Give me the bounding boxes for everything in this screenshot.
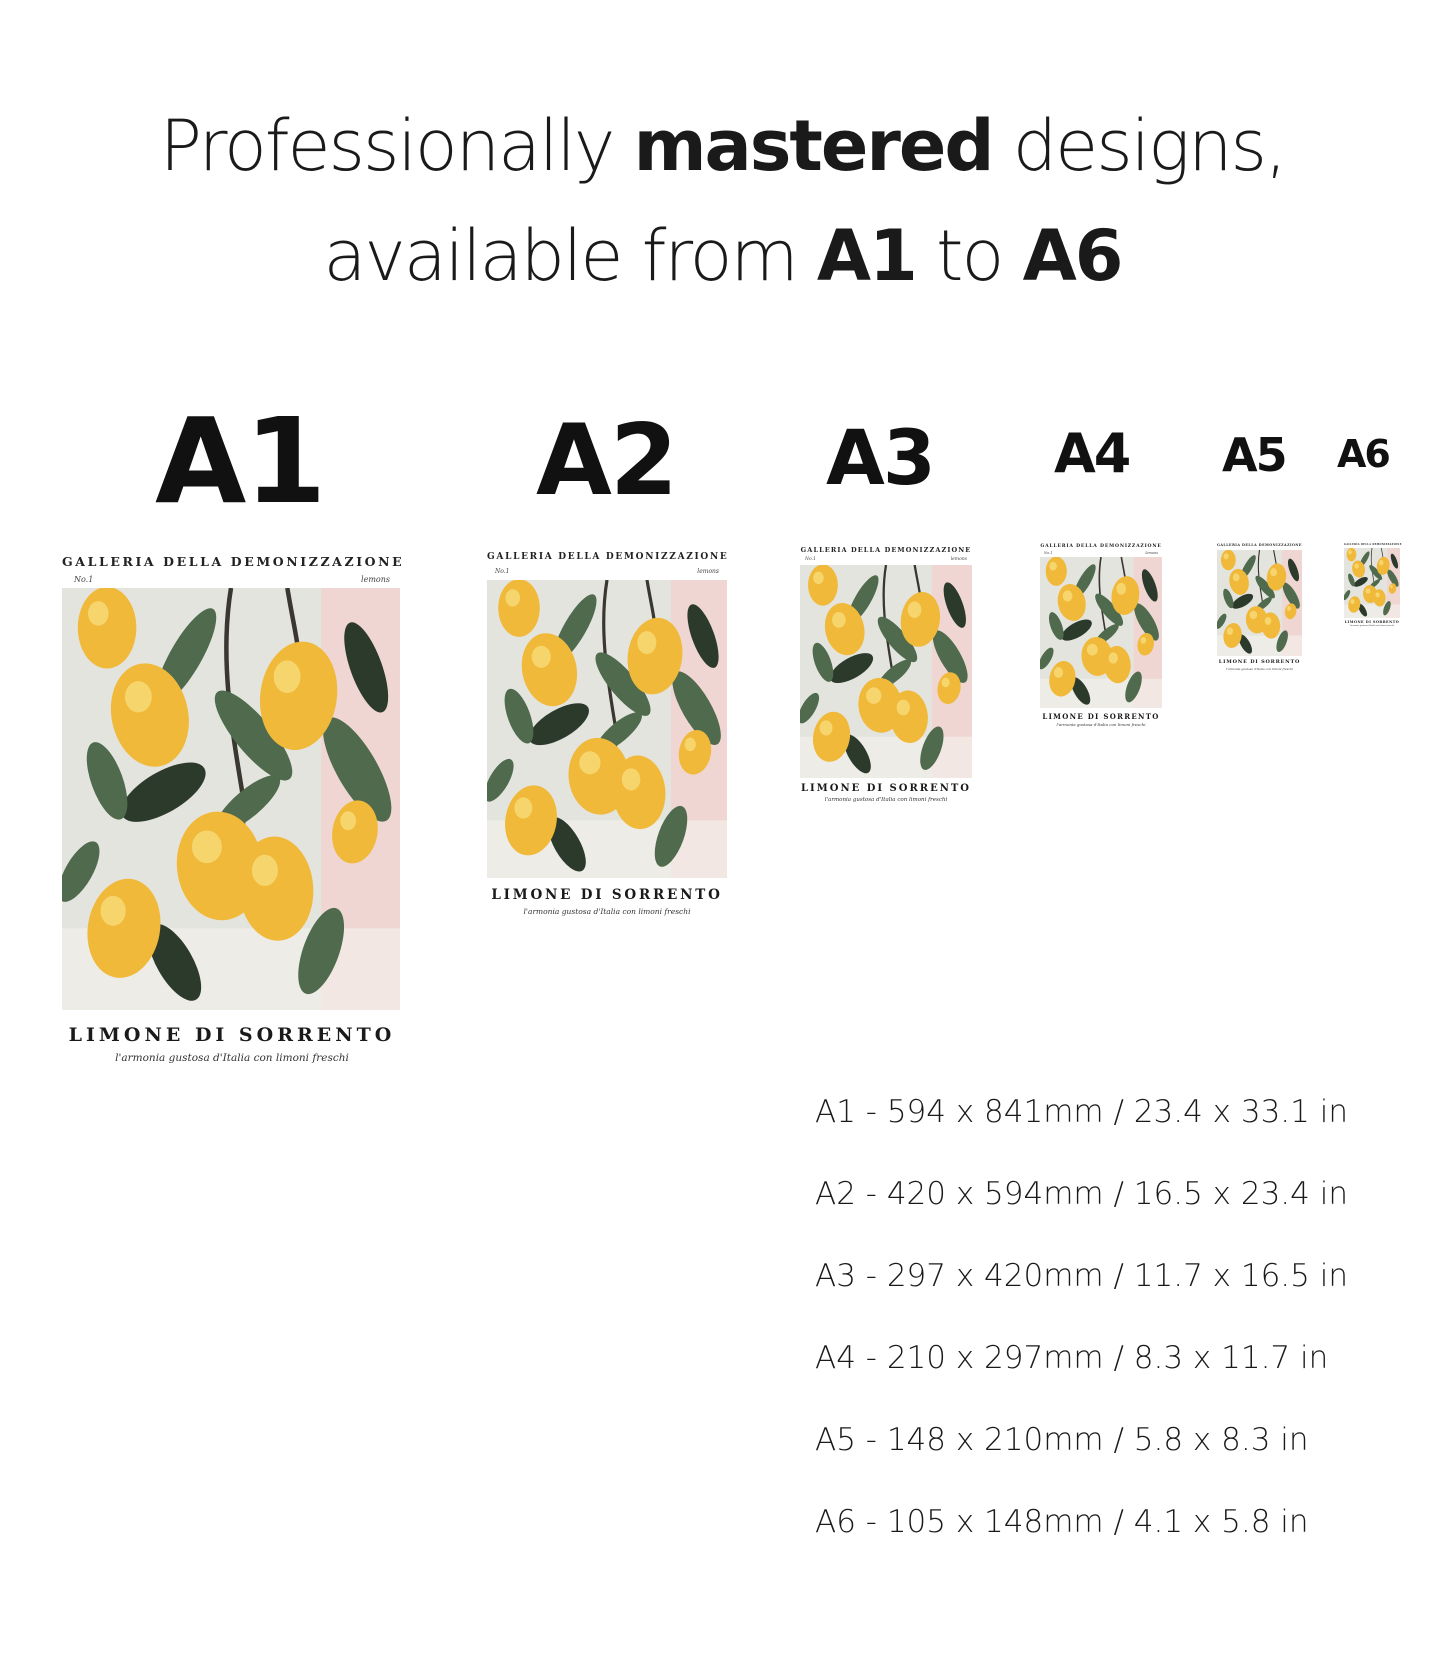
lemon (1046, 557, 1067, 586)
lemon-painting (800, 565, 972, 778)
poster-gallery-name: GALLERIA DELLA DEMONIZZAZIONE (1040, 544, 1162, 549)
lemon (498, 580, 540, 637)
lemon-painting-svg (62, 588, 400, 1010)
poster-title: LIMONE DI SORRENTO (800, 783, 972, 794)
lemon-highlight (942, 678, 950, 688)
lemon-painting-svg (1217, 550, 1302, 656)
lemon-painting (1040, 557, 1162, 708)
poster-subtitle: l'armonia gustosa d'Italia con limoni freschi (1056, 722, 1146, 727)
lemon-painting (62, 588, 400, 1010)
lemon (1221, 550, 1236, 570)
poster-subtitle: l'armonia gustosa d'Italia con limoni freschi (115, 1052, 349, 1064)
lemon-highlight (1265, 617, 1272, 625)
lemon-highlight (274, 660, 301, 693)
poster-a2 (487, 550, 727, 920)
lemon-highlight (1287, 606, 1291, 611)
lemon (78, 588, 137, 669)
poster-number: No.1 (1044, 551, 1053, 555)
poster-gallery-name: GALLERIA DELLA DEMONIZZAZIONE (62, 554, 405, 569)
lemon-highlight (1233, 573, 1240, 581)
poster-title: LIMONE DI SORRENTO (1344, 620, 1400, 624)
headline-bold: A1 (816, 215, 916, 297)
lemon-highlight (1140, 637, 1146, 644)
poster-gallery-name: GALLERIA DELLA DEMONIZZAZIONE (1217, 543, 1302, 547)
headline-text: designs, (992, 105, 1286, 187)
poster-title: LIMONE DI SORRENTO (68, 1024, 396, 1046)
lemon-highlight (88, 601, 109, 626)
lemon-highlight (1054, 667, 1063, 678)
lemon-highlight (1116, 583, 1126, 595)
poster-tag: lemons (697, 568, 719, 575)
poster-number: No.1 (74, 575, 94, 584)
poster-a4 (1040, 543, 1162, 729)
poster-tag: lemons (361, 575, 390, 584)
lemon-painting (1344, 548, 1400, 618)
spec-a1: A1 - 594 x 841mm / 23.4 x 33.1 in (815, 1094, 1348, 1130)
spec-a4: A4 - 210 x 297mm / 8.3 x 11.7 in (815, 1340, 1329, 1376)
poster-a6 (1344, 543, 1400, 629)
lemon-highlight (1224, 553, 1229, 559)
lemon-highlight (1109, 652, 1118, 663)
lemon-highlight (1350, 599, 1354, 604)
size-label-a5: A5 (1222, 428, 1286, 482)
lemon-highlight (192, 831, 222, 864)
lemon-highlight (1087, 644, 1098, 656)
poster-subtitle: l'armonia gustosa d'Italia con limoni freschi (1349, 625, 1395, 627)
lemon-highlight (685, 738, 696, 751)
size-label-a6: A6 (1337, 432, 1389, 476)
size-label-a2: A2 (536, 404, 677, 518)
lemon-painting-svg (487, 580, 727, 878)
headline-text: Professionally (159, 105, 634, 187)
lemon (1347, 548, 1357, 561)
lemon-highlight (1227, 627, 1233, 635)
poster-gallery-name: GALLERIA DELLA DEMONIZZAZIONE (1344, 543, 1402, 546)
lemon-painting-svg (800, 565, 972, 778)
headline-bold: mastered (633, 105, 993, 187)
poster-a1 (62, 550, 405, 1070)
lemon-highlight (1049, 562, 1056, 571)
lemon-highlight (1390, 585, 1393, 588)
lemon-highlight (832, 612, 846, 628)
spec-a6: A6 - 105 x 148mm / 4.1 x 5.8 in (815, 1504, 1309, 1540)
lemon-highlight (1063, 590, 1073, 601)
poster-gallery-name: GALLERIA DELLA DEMONIZZAZIONE (800, 546, 972, 554)
lemon-highlight (1366, 588, 1371, 593)
headline-text: to (915, 215, 1023, 297)
lemon-highlight (340, 811, 356, 830)
size-specs (815, 1092, 1348, 1584)
size-label-a4: A4 (1054, 422, 1130, 485)
spec-a2: A2 - 420 x 594mm / 16.5 x 23.4 in (815, 1176, 1348, 1212)
lemon-highlight (532, 646, 551, 668)
lemon-painting (1217, 550, 1302, 656)
poster-tag: lemons (1145, 551, 1158, 555)
poster-number: No.1 (495, 568, 510, 575)
headline-line-1 (0, 105, 1445, 187)
lemon-highlight (505, 589, 520, 606)
poster-title: LIMONE DI SORRENTO (1042, 712, 1160, 721)
headline-bold: A6 (1022, 215, 1122, 297)
lemon-highlight (820, 720, 833, 735)
lemon-highlight (514, 797, 532, 818)
lemon-highlight (1375, 592, 1379, 597)
lemon-highlight (252, 855, 278, 886)
poster-gallery-name: GALLERIA DELLA DEMONIZZAZIONE (487, 552, 729, 562)
lemon-highlight (1354, 563, 1358, 568)
lemon-highlight (1348, 550, 1351, 554)
poster-title: LIMONE DI SORRENTO (1218, 659, 1301, 665)
lemon-highlight (1379, 560, 1383, 565)
spec-a3: A3 - 297 x 420mm / 11.7 x 16.5 in (815, 1258, 1348, 1294)
lemon-painting (487, 580, 727, 878)
lemon-highlight (1270, 568, 1277, 576)
poster-subtitle: l'armonia gustosa d'Italia con limoni freschi (1226, 667, 1293, 671)
lemon-highlight (908, 602, 922, 618)
lemon-highlight (1250, 611, 1258, 619)
poster-a5 (1217, 543, 1302, 673)
lemon-highlight (101, 896, 126, 926)
poster-subtitle: l'armonia gustosa d'Italia con limoni freschi (523, 907, 691, 916)
lemon-painting-svg (1344, 548, 1400, 618)
poster-tag: lemons (950, 557, 967, 562)
poster-title: LIMONE DI SORRENTO (491, 887, 723, 903)
lemon-highlight (813, 572, 823, 584)
lemon-highlight (637, 631, 656, 654)
size-label-a3: A3 (826, 413, 934, 502)
lemon-highlight (125, 681, 152, 712)
poster-a3 (800, 545, 972, 807)
lemon (808, 565, 838, 606)
lemon-highlight (866, 687, 881, 703)
lemon-painting-svg (1040, 557, 1162, 708)
size-label-a1: A1 (155, 392, 325, 530)
headline-text: available from (323, 215, 817, 297)
headline-line-2 (0, 215, 1445, 297)
poster-subtitle: l'armonia gustosa d'Italia con limoni freschi (824, 797, 948, 803)
poster-number: No.1 (805, 557, 816, 562)
lemon-highlight (622, 768, 640, 790)
lemon-highlight (897, 700, 910, 716)
lemon-highlight (579, 751, 600, 774)
spec-a5: A5 - 148 x 210mm / 5.8 x 8.3 in (815, 1422, 1309, 1458)
